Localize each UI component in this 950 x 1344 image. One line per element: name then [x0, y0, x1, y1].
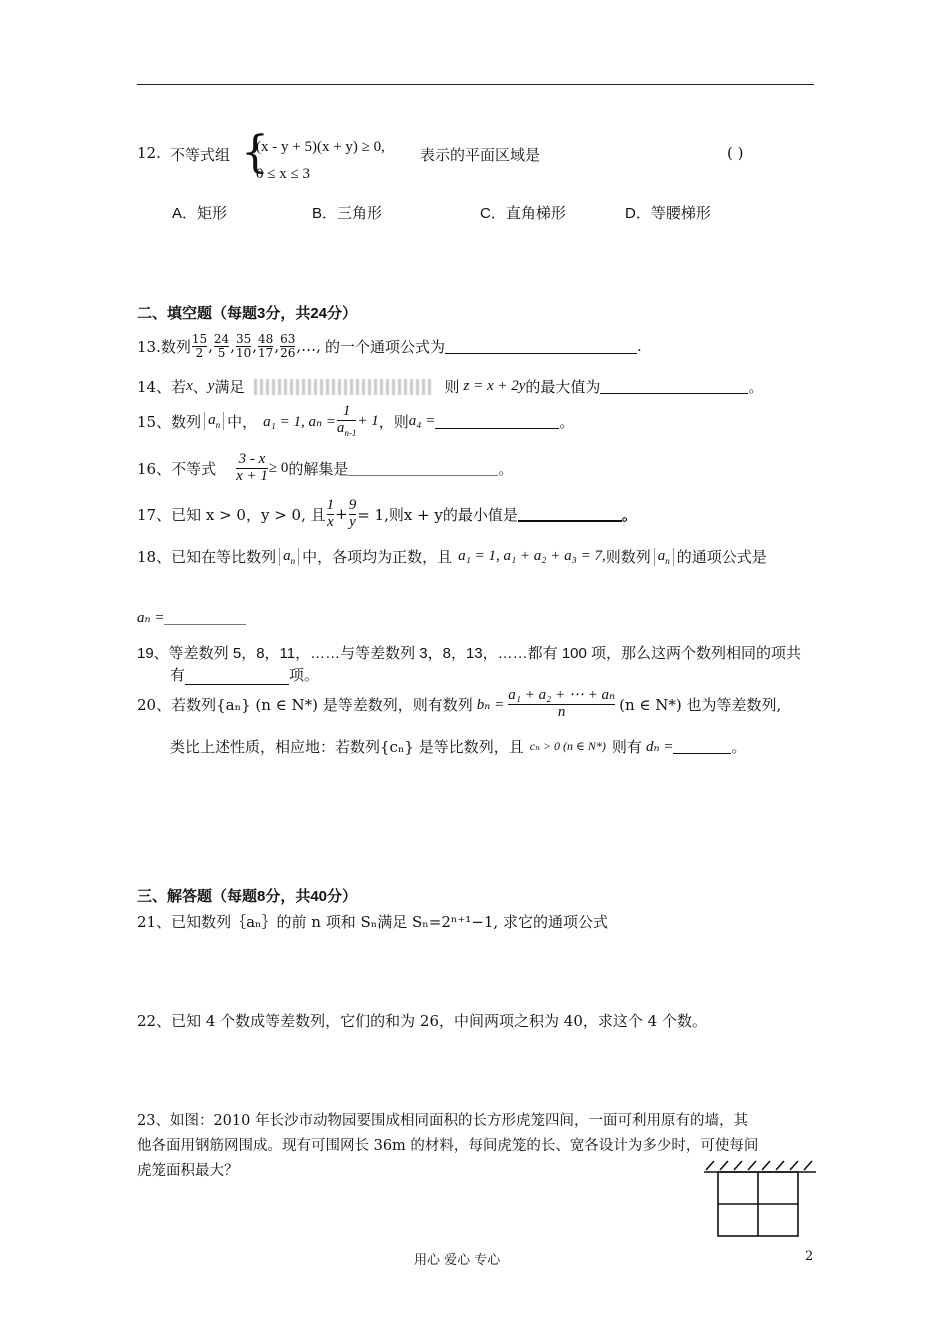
q20-line1a: 20、若数列{aₙ} (n ∈ N*) 是等差数列，则有数列	[137, 695, 473, 714]
page-number: 2	[805, 1249, 814, 1264]
q20-answer-blank	[673, 739, 731, 754]
q13-frac-1: $\frac{15}{2}$	[191, 332, 208, 360]
q12-option-c: C．直角梯形	[480, 205, 566, 222]
q16-line	[137, 452, 513, 485]
q19-line1: 19、等差数列 5，8，11，……与等差数列 3，8，13，……都有 100 项，那么这两个数列相同的项共	[137, 645, 802, 662]
q14-smudged-constraints	[254, 379, 434, 395]
q14-tail: 的最大值为	[525, 378, 601, 396]
q12-brace: {	[241, 127, 269, 178]
q13-end: .	[636, 337, 642, 356]
q16-tail: 的解集是	[288, 459, 349, 478]
q14-answer-blank	[600, 379, 748, 394]
q16-frac: $\frac{3 - x}{x + 1}$	[236, 451, 268, 484]
q16-answer-blank	[348, 461, 498, 476]
q18-cond: a₁ = 1, a₁ + a₂ + a₃ = 7,	[458, 548, 606, 564]
q18-lead: 18、已知在等比数列	[137, 548, 277, 566]
q12-inequality-1: (x - y + 5)(x + y) ≥ 0,	[256, 139, 385, 155]
q18-answer-line	[137, 608, 246, 627]
q13-ellipsis: ,…,	[296, 337, 321, 356]
q17-lead: 17、已知 x > 0，y > 0, 且	[137, 505, 326, 524]
q13-frac-4: $\frac{48}{17}$	[258, 332, 274, 360]
q17-tail: = 1,则x + y的最小值是	[357, 505, 518, 524]
q20-line1	[137, 688, 781, 721]
cage-figure	[700, 1158, 820, 1240]
q14-sep: 、	[192, 378, 208, 396]
q18-line	[137, 546, 767, 567]
q12-option-b: B．三角形	[312, 205, 383, 222]
q13-line: 13.数列 $\frac{15}{2}$ , $\frac{24}{5}$ , $\frac{35}{10}$ , $\frac{48}{17}$ , $\frac{63}{26}$ ,…, 的一个通项公式为 .	[137, 332, 642, 360]
q20-line2	[170, 736, 746, 757]
q14-lead: 14、若	[137, 378, 187, 396]
section3-heading: 三、解答题（每题8分，共40分）	[137, 888, 358, 905]
q17-answer-blank	[518, 506, 622, 522]
q13-answer-blank	[445, 339, 637, 354]
q13-tail: 的一个通项公式为	[324, 337, 445, 356]
q12-inequality-2: 0 ≤ x ≤ 3	[256, 166, 310, 182]
q14-then: 则	[444, 378, 460, 396]
q18-tail2: 的通项公式是	[676, 548, 767, 566]
section2-heading: 二、填空题（每题3分，共24分）	[137, 305, 358, 322]
header-rule	[137, 84, 814, 85]
q23-line2: 他各面用钢筋网围成。现有可围网长 36m 的材料，每间虎笼的长、宽各设计为多少时，可使每间	[137, 1138, 759, 1154]
q18-seq-2: $a_n$	[654, 548, 674, 566]
q15-ans: a₄ =	[408, 412, 436, 429]
q20-dn: dₙ =	[645, 739, 674, 755]
q20-end: 。	[731, 738, 747, 756]
q20-line1b: (n ∈ N*) 也为等差数列,	[619, 695, 782, 714]
q18-mid: 中，各项均为正数，且	[302, 548, 453, 566]
q16-end: 。	[498, 459, 514, 478]
q19-answer-blank	[185, 670, 289, 685]
q13-frac-5: $\frac{63}{26}$	[280, 332, 296, 360]
q12-tail: 表示的平面区域是	[420, 146, 541, 164]
q15-cond: a₁ = 1, aₙ =	[263, 413, 336, 430]
footer-center: 用心 爱心 专心	[414, 1253, 501, 1268]
q20-bn: bₙ =	[476, 696, 505, 713]
q12-number: 12.	[137, 144, 161, 162]
q18-answer-blank	[164, 610, 246, 625]
q15-seq: $a_n$	[204, 412, 224, 430]
q18-ans: aₙ =	[137, 610, 165, 626]
q15-end: 。	[559, 412, 575, 431]
q15-line	[137, 404, 574, 438]
q15-answer-blank	[435, 414, 559, 429]
q20-line2b: 则有	[611, 738, 642, 756]
q23-line1: 23、如图：2010 年长沙市动物园要围成相同面积的长方形虎笼四间，一面可利用原有的墙，其	[137, 1113, 748, 1129]
q13-lead: 13.数列	[137, 337, 191, 356]
q16-lead: 16、不等式	[137, 459, 217, 478]
q14-mid: 满足	[214, 378, 245, 396]
q15-plus: + 1	[357, 412, 379, 429]
q20-frac: $\frac{\text{a₁ + a₂ + ⋯ + aₙ}}{n}$	[508, 687, 616, 720]
q14-expr: z = x + 2y	[463, 378, 526, 394]
q12-option-d: D．等腰梯形	[625, 205, 711, 222]
q23-line3: 虎笼面积最大？	[137, 1163, 239, 1179]
q22-text: 22、已知 4 个数成等差数列，它们的和为 26，中间两项之积为 40，求这个 4 个数。	[137, 1012, 707, 1030]
q15-lead: 15、数列	[137, 412, 202, 431]
q12-lead: 不等式组	[170, 146, 231, 164]
q18-tail1: 则数列	[605, 548, 651, 566]
q17-plus: +	[335, 505, 348, 524]
q17-frac-2: $\frac{9}{y}$	[348, 497, 357, 530]
q17-end: 。	[621, 505, 637, 524]
q21-text: 21、已知数列｛aₙ｝的前 n 项和 Sₙ满足 Sₙ=2ⁿ⁺¹−1, 求它的通项公式	[137, 913, 608, 931]
q12-option-a: A．矩形	[172, 205, 228, 222]
q15-then: ，则	[378, 412, 409, 431]
q12-answer-paren: ( )	[727, 144, 744, 162]
q14-x: x	[186, 378, 193, 394]
q20-line2a: 类比上述性质，相应地：若数列{cₙ} 是等比数列，且	[170, 738, 524, 756]
q18-seq: $a_n$	[279, 548, 299, 566]
q13-frac-3: $\frac{35}{10}$	[235, 332, 252, 360]
q17-frac-1: $\frac{1}{x}$	[326, 497, 335, 530]
q14-end: 。	[748, 378, 764, 396]
q19-line2: 有 项。	[170, 667, 320, 684]
q14-line	[137, 376, 763, 397]
q17-line	[137, 498, 637, 531]
q16-ge: ≥ 0	[268, 459, 289, 476]
q15-mid: 中，	[227, 412, 258, 431]
q20-cond: cₙ > 0 (n ∈ N*)	[529, 739, 606, 753]
q13-frac-2: $\frac{24}{5}$	[213, 332, 230, 360]
q14-y: y	[207, 378, 215, 394]
q15-frac: $\frac{1}{a_{n-1}}$	[336, 403, 357, 438]
